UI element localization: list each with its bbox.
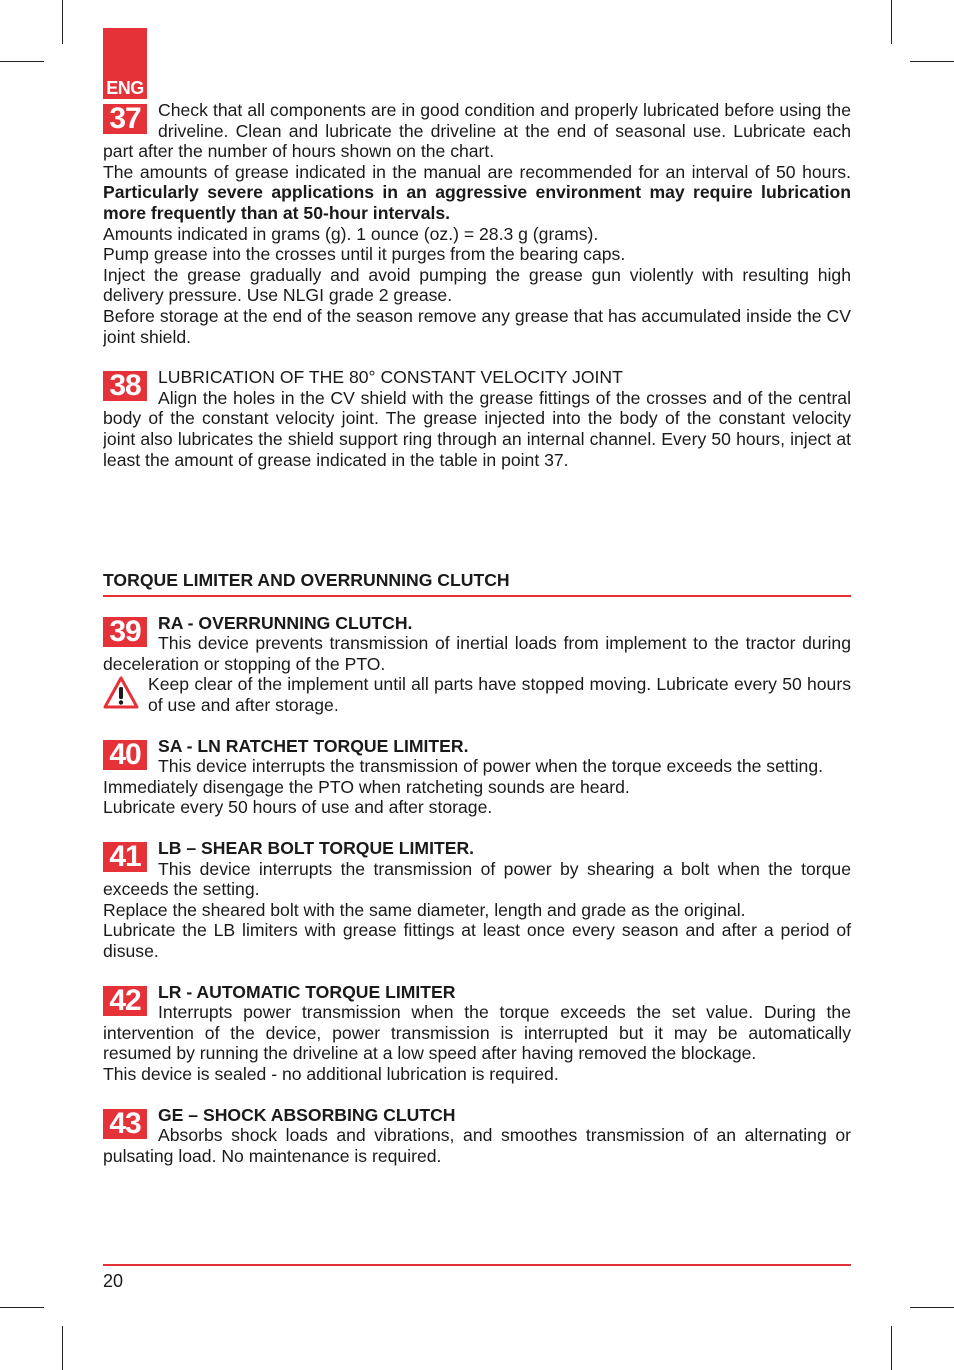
paragraph: Align the holes in the CV shield with the grease fittings of the crosses and of the central body of the constant velocity joint. The grease injected into the body of the constant velocity joint also lubricates the shield support ring through an internal channel. Every 50 hours, inject at least the amount of grease indicated in the table in point 37. — [103, 387, 851, 470]
section-37 — [103, 100, 851, 347]
section-title: SA - LN RATCHET TORQUE LIMITER. — [158, 735, 469, 756]
crop-mark — [0, 61, 44, 62]
section-title: LB – SHEAR BOLT TORQUE LIMITER. — [158, 838, 475, 859]
crop-mark — [891, 1326, 892, 1370]
crop-mark — [62, 0, 63, 44]
paragraph: Lubricate the LB limiters with grease fittings at least once every season and after a period of disuse. — [103, 920, 851, 961]
crop-mark — [0, 1307, 44, 1308]
footer-divider — [103, 1264, 851, 1266]
section-39 — [103, 613, 851, 716]
section-number: 39 — [103, 617, 147, 647]
section-heading: TORQUE LIMITER AND OVERRUNNING CLUTCH — [103, 570, 851, 597]
section-title: LUBRICATION OF THE 80° CONSTANT VELOCITY JOINT — [158, 367, 623, 388]
crop-mark — [910, 61, 954, 62]
paragraph: Interrupts power transmission when the torque exceeds the set value. During the intervention of the device, power transmission is interrupted but it may be automatically resumed by running the driveline at a low speed after having removed the blockage. — [103, 1002, 851, 1064]
section-number: 38 — [103, 371, 147, 401]
section-number: 43 — [103, 1109, 147, 1139]
section-number: 40 — [103, 740, 147, 770]
paragraph: Amounts indicated in grams (g). 1 ounce (oz.) = 28.3 g (grams). — [103, 223, 599, 244]
warning-text: Keep clear of the implement until all parts have stopped moving. Lubricate every 50 hours of use and after storage. — [148, 674, 851, 716]
section-43 — [103, 1105, 851, 1167]
paragraph: This device prevents transmission of inertial loads from implement to the tractor during deceleration or stopping of the PTO. — [103, 633, 851, 674]
section-38 — [103, 367, 851, 470]
paragraph: Lubricate every 50 hours of use and after storage. — [103, 797, 493, 818]
crop-mark — [62, 1326, 63, 1370]
section-40 — [103, 736, 851, 818]
section-title: RA - OVERRUNNING CLUTCH. — [158, 612, 413, 633]
section-number: 41 — [103, 842, 147, 872]
paragraph: This device interrupts the transmission of power when the torque exceeds the setting. — [158, 756, 824, 777]
section-title: LR - AUTOMATIC TORQUE LIMITER — [158, 981, 456, 1002]
paragraph: Inject the grease gradually and avoid pumping the grease gun violently with resulting high delivery pressure. Use NLGI grade 2 grease. — [103, 264, 851, 306]
section-42 — [103, 982, 851, 1085]
language-label: ENG — [106, 78, 144, 98]
paragraph: Pump grease into the crosses until it purges from the bearing caps. — [103, 244, 626, 265]
paragraph: Immediately disengage the PTO when ratcheting sounds are heard. — [103, 776, 630, 797]
paragraph: Check that all components are in good condition and properly lubricated before using the driveline. Clean and lubricate the driveline at the end of seasonal use. Lubricate each part after the number of hours shown on the chart. — [103, 100, 851, 162]
warning-triangle-icon — [103, 676, 139, 710]
paragraph: Before storage at the end of the season remove any grease that has accumulated inside the CV joint shield. — [103, 305, 851, 347]
warning-note — [103, 674, 851, 715]
crop-mark — [891, 0, 892, 44]
page-number: 20 — [103, 1271, 124, 1291]
crop-mark — [910, 1307, 954, 1308]
paragraph: This device interrupts the transmission of power by shearing a bolt when the torque exceeds the setting. — [103, 858, 851, 900]
section-41 — [103, 838, 851, 962]
page-content — [103, 100, 851, 1166]
language-tab — [103, 28, 147, 99]
paragraph-text: The amounts of grease indicated in the manual are recommended for an interval of 50 hours. — [103, 161, 851, 182]
paragraph: Replace the sheared bolt with the same diameter, length and grade as the original. — [103, 899, 746, 920]
section-number: 42 — [103, 986, 147, 1016]
paragraph: Absorbs shock loads and vibrations, and smoothes transmission of an alternating or pulsating load. No maintenance is required. — [103, 1125, 851, 1166]
paragraph — [103, 162, 851, 224]
paragraph: This device is sealed - no additional lubrication is required. — [103, 1063, 559, 1084]
section-number: 37 — [103, 104, 147, 134]
emphasis-text: Particularly severe applications in an aggressive environment may require lubrication more frequently than at 50-hour intervals. — [103, 182, 851, 223]
section-title: GE – SHOCK ABSORBING CLUTCH — [158, 1104, 456, 1125]
